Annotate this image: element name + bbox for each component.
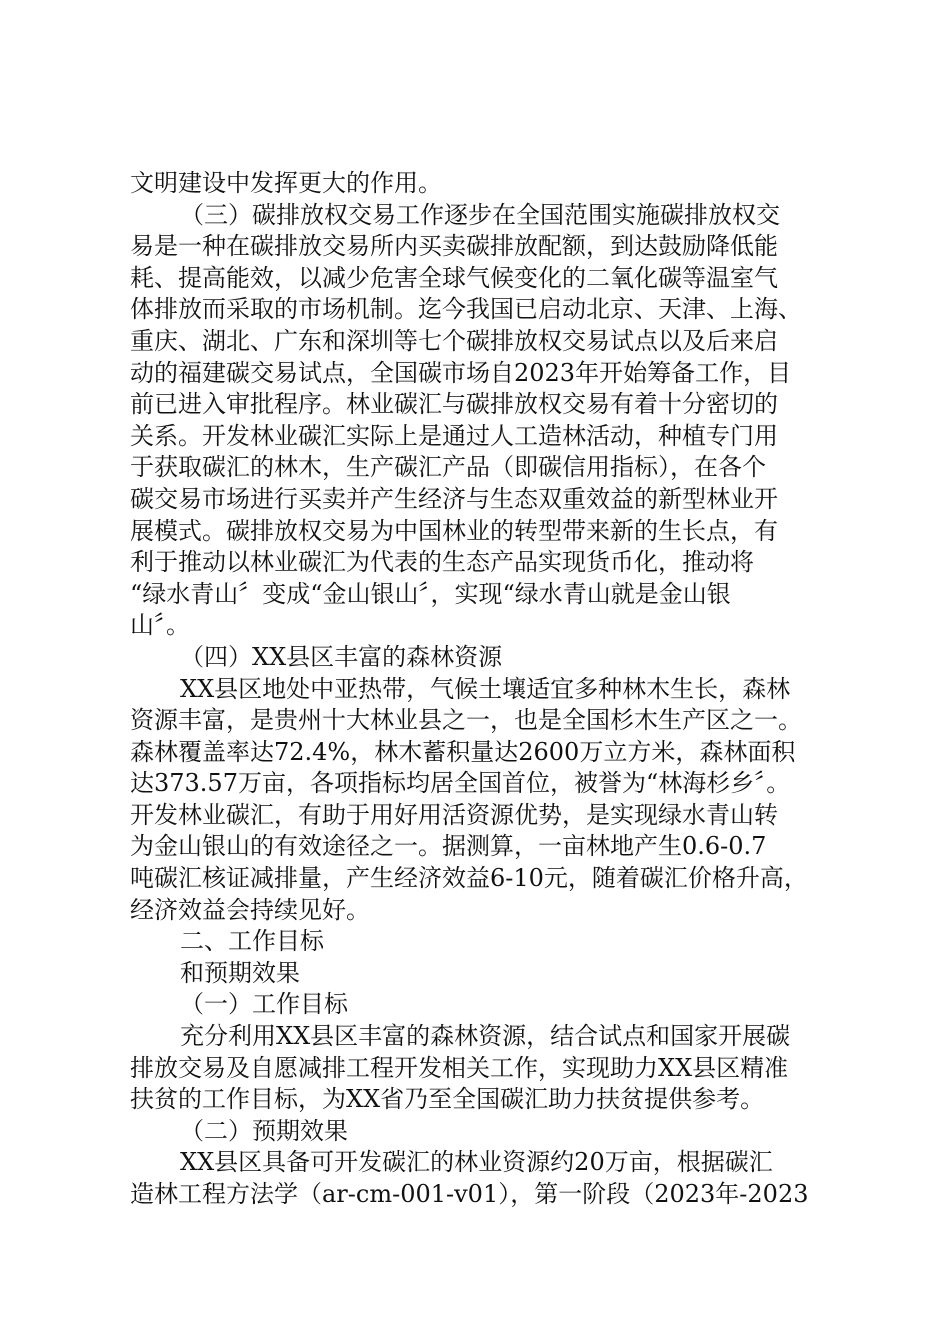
section-heading: 和预期效果 [180, 958, 300, 987]
text-line: 排放交易及自愿减排工程开发相关工作，实现助力XX县区精准 [130, 1053, 789, 1082]
text-line: 经济效益会持续见好。 [130, 895, 370, 924]
text-line: “绿水青山〞变成“金山银山〞，实现“绿水青山就是金山银 [130, 579, 731, 608]
text-line: XX县区地处中亚热带，气候土壤适宜多种林木生长，森林 [180, 674, 791, 703]
text-line: 开发林业碳汇，有助于用好用活资源优势，是实现绿水青山转 [130, 800, 778, 829]
section-heading: （四）XX县区丰富的森林资源 [180, 642, 503, 671]
text-line: 耗、提高能效，以减少危害全球气候变化的二氧化碳等温室气 [130, 263, 778, 292]
text-line: 于获取碳汇的林木，生产碳汇产品（即碳信用指标），在各个 [130, 453, 766, 482]
body-text [130, 168, 830, 1211]
text-line: 碳交易市场进行买卖并产生经济与生态双重效益的新型林业开 [130, 484, 778, 513]
text-line: 森林覆盖率达72.4%，林木蓄积量达2600万立方米，森林面积 [130, 737, 796, 766]
text-line: 造林工程方法学（ar-cm-001-v01），第一阶段（2023年-2023 [130, 1180, 809, 1208]
text-line: 资源丰富，是贵州十大林业县之一，也是全国杉木生产区之一。 [130, 706, 802, 735]
text-line: 山〞。 [130, 611, 190, 640]
text-line: 吨碳汇核证减排量，产生经济效益6-10元，随着碳汇价格升高， [130, 864, 808, 893]
text-line: 为金山银山的有效途径之一。据测算，一亩林地产生0.6-0.7 [130, 832, 767, 861]
text-line: 前已进入审批程序。林业碳汇与碳排放权交易有着十分密切的 [130, 390, 778, 419]
text-line: （三）碳排放权交易工作逐步在全国范围实施碳排放权交 [180, 200, 780, 229]
text-line: 文明建设中发挥更大的作用。 [130, 169, 442, 197]
text-line: 关系。开发林业碳汇实际上是通过人工造林活动，种植专门用 [130, 421, 778, 450]
text-line: 充分利用XX县区丰富的森林资源，结合试点和国家开展碳 [180, 1022, 791, 1051]
text-line: 体排放而采取的市场机制。迄今我国已启动北京、天津、上海、 [130, 295, 802, 324]
text-line: 达373.57万亩，各项指标均居全国首位，被誉为“林海杉乡〞。 [130, 769, 791, 798]
text-line: 展模式。碳排放权交易为中国林业的转型带来新的生长点，有 [130, 516, 778, 545]
text-line: 利于推动以林业碳汇为代表的生态产品实现货币化，推动将 [130, 548, 754, 577]
text-line: 易是一种在碳排放交易所内买卖碳排放配额，到达鼓励降低能 [130, 232, 778, 261]
text-line: XX县区具备可开发碳汇的林业资源约20万亩，根据碳汇 [180, 1148, 773, 1177]
text-line: 扶贫的工作目标，为XX省乃至全国碳汇助力扶贫提供参考。 [130, 1085, 765, 1114]
section-heading: （二）预期效果 [180, 1116, 348, 1145]
text-line: 动的福建碳交易试点，全国碳市场自2023年开始筹备工作，目 [130, 358, 792, 387]
text-line: 重庆、湖北、广东和深圳等七个碳排放权交易试点以及后来启 [130, 326, 778, 355]
section-heading: （一）工作目标 [180, 990, 348, 1019]
section-heading: 二、工作目标 [180, 927, 324, 956]
